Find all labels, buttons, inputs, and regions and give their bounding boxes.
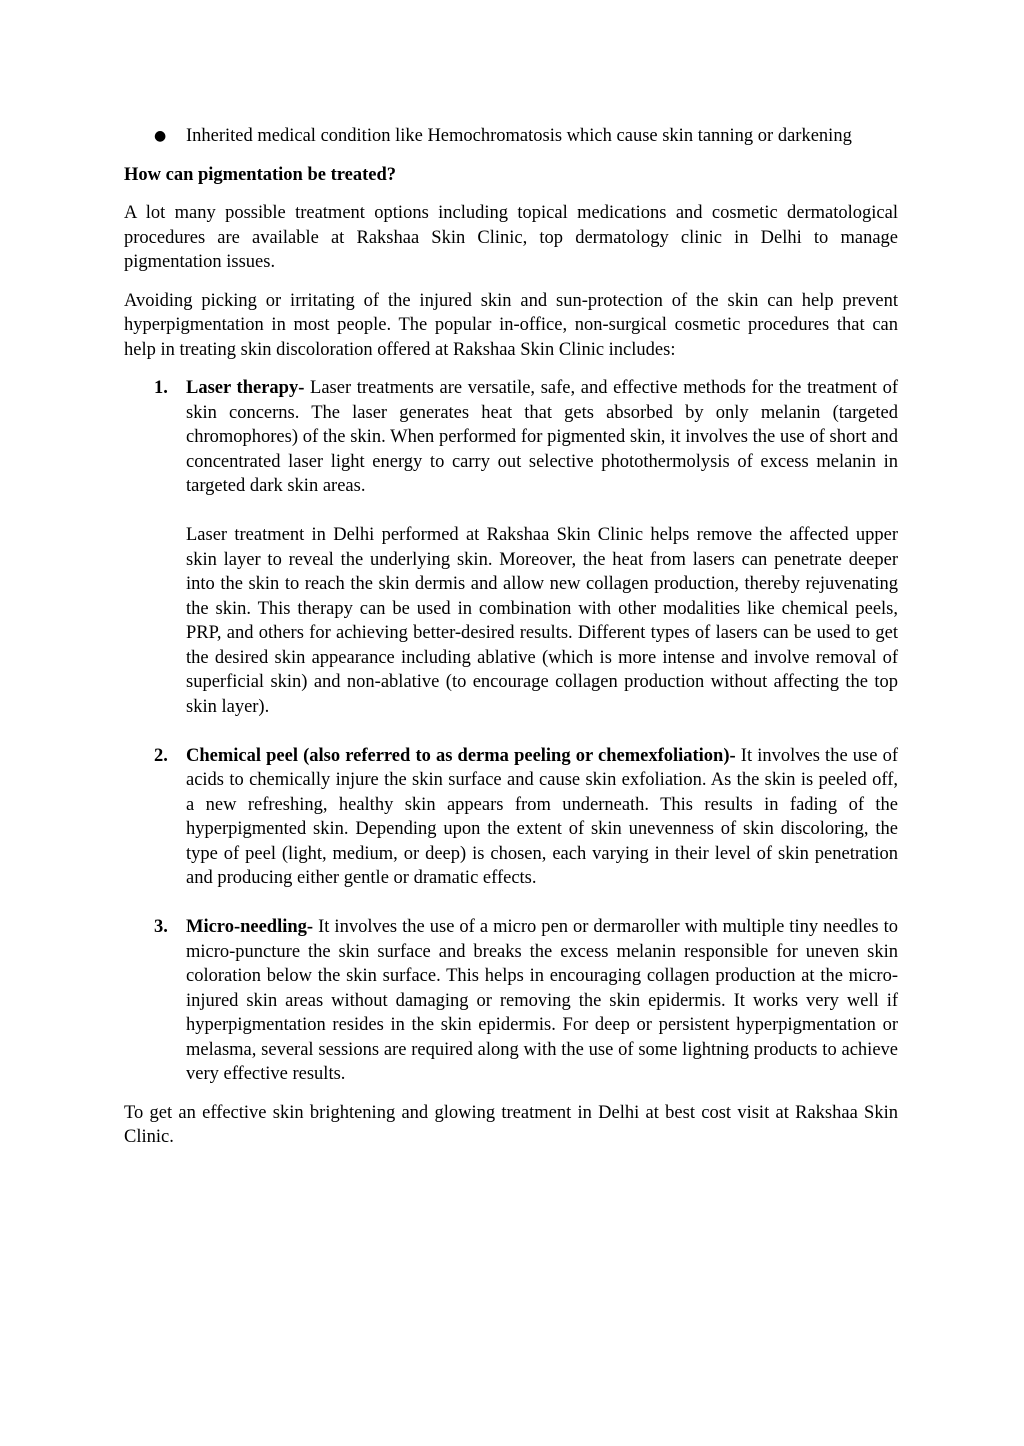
closing-paragraph: To get an effective skin brightening and glowing treatment in Delhi at best cost visit at Rakshaa Skin Clinic. [124, 1102, 898, 1147]
treatment-term: Chemical peel (also referred to as derma peeling or chemexfoliation)- [186, 745, 736, 766]
list-number: 3. [154, 917, 168, 937]
treatment-item-chemical-peel [124, 744, 898, 891]
document-page [124, 124, 898, 1164]
list-number: 1. [154, 378, 168, 398]
list-number: 2. [154, 745, 168, 766]
treatment-text: It involves the use of acids to chemically injure the skin surface and cause skin exfoliation. As the skin is peeled off, a new refreshing, healthy skin appears from underneath. This results in fading of the hyperpigmented skin. Depending upon the extent of skin unevenness of skin discoloring, the type of peel (light, medium, or deep) is chosen, each varying in their level of skin penetration and producing either gentle or dramatic effects. [186, 745, 898, 888]
treatment-term: Laser therapy- [186, 378, 305, 398]
section-heading: How can pigmentation be treated? [124, 164, 396, 185]
treatment-term: Micro-needling- [186, 917, 314, 937]
treatment-item-laser [124, 376, 898, 719]
treatment-list [124, 376, 898, 1087]
intro-paragraph: Avoiding picking or irritating of the injured skin and sun-protection of the skin can help prevent hyperpigmentation in most people. The popular in-office, non-surgical cosmetic procedures that can help in treating skin discoloration offered at Rakshaa Skin Clinic includes: [124, 290, 898, 360]
bullet-icon: ● [154, 128, 167, 144]
bullet-text: Inherited medical condition like Hemochromatosis which cause skin tanning or darkening [186, 126, 852, 146]
intro-paragraph: A lot many possible treatment options including topical medications and cosmetic dermatological procedures are available at Rakshaa Skin Clinic, top dermatology clinic in Delhi to manage pigmentation issues. [124, 203, 898, 272]
treatment-item-micro-needling [124, 915, 898, 1087]
bullet-list [124, 124, 898, 149]
treatment-extra-paragraph: Laser treatment in Delhi performed at Rakshaa Skin Clinic helps remove the affected upper skin layer to reveal the underlying skin. Moreover, the heat from lasers can penetrate deeper into the skin to reach the skin dermis and allow new collagen production, thereby rejuvenating the skin. This therapy can be used in combination with other modalities like chemical peels, PRP, and others for achieving better-desired results. Different types of lasers can be used to get the desired skin appearance including ablative (which is more intense and involve removal of superficial skin) and non-ablative (to encourage collagen production without affecting the top skin layer). [186, 525, 898, 717]
treatment-text: It involves the use of a micro pen or dermaroller with multiple tiny needles to micro-puncture the skin surface and breaks the excess melanin responsible for uneven skin coloration below the skin surface. This helps in encouraging collagen production at the micro-injured skin areas without damaging or removing the skin epidermis. It works very well if hyperpigmentation resides in the skin epidermis. For deep or persistent hyperpigmentation or melasma, several sessions are required along with the use of some lightning products to achieve very effective results. [186, 917, 898, 1084]
treatment-text: Laser treatments are versatile, safe, and effective methods for the treatment of skin concerns. The laser generates heat that gets absorbed by only melanin (targeted chromophores) of the skin. When performed for pigmented skin, it involves the use of short and concentrated laser light energy to carry out selective photothermolysis of excess melanin in targeted dark skin areas. [186, 378, 898, 496]
list-item [124, 124, 898, 149]
